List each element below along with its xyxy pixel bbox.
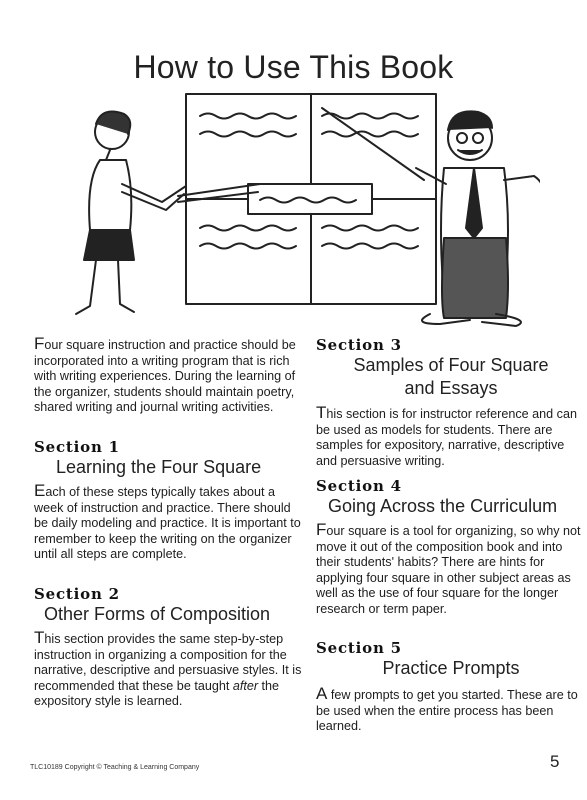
intro-block — [34, 336, 304, 416]
teachers-four-square-illustration — [60, 88, 540, 328]
section-1 — [34, 438, 304, 563]
section-3-label: Section 3 — [316, 336, 402, 354]
section-3 — [316, 336, 586, 469]
section-3-paragraph: This section is for instructor reference and can be used as models for students. There are samples for expository, narrative, descriptive and persuasive writing. — [316, 403, 577, 468]
section-4 — [316, 477, 586, 618]
section-3-title-line-2: and Essays — [404, 378, 498, 398]
copyright-footer: TLC10189 Copyright © Teaching & Learning Company — [30, 764, 200, 771]
section-5-label: Section 5 — [316, 639, 402, 657]
section-2-paragraph: This section provides the same step-by-step instruction in organizing a composition for the narrative, descriptive and persuasive styles. It is recommended that these be taught after the expository style is learned. — [34, 628, 302, 709]
section-2-label: Section 2 — [34, 585, 120, 603]
intro-paragraph: Four square instruction and practice should be incorporated into a writing program that is rich with writing experiences. During the learning of the organizer, students should maintain poetry, shared writing and journal writing activities. — [34, 334, 296, 415]
section-5 — [316, 639, 586, 735]
section-5-paragraph: A few prompts to get you started. These are to be used when the entire process has been learned. — [316, 684, 578, 734]
page-title: How to Use This Book — [133, 49, 454, 86]
section-1-title: Learning the Four Square — [56, 457, 262, 477]
section-2 — [34, 585, 304, 710]
section-1-label: Section 1 — [34, 438, 120, 456]
section-2-title: Other Forms of Composition — [44, 604, 271, 624]
section-5-title: Practice Prompts — [382, 658, 520, 678]
section-4-title: Going Across the Curriculum — [328, 496, 558, 516]
section-1-paragraph: Each of these steps typically takes about a week of instruction and practice. There should be daily modeling and practice. It is important to remember to keep the writing on the organizer until all steps are complete. — [34, 481, 301, 562]
section-4-paragraph: Four square is a tool for organizing, so why not move it out of the composition book and into their students' habits? There are hints for applying four square in other subject areas as well as the use of four square for the longer research or term paper. — [316, 520, 581, 616]
section-4-label: Section 4 — [316, 477, 402, 495]
intro-dropcap: F — [34, 334, 45, 353]
page-number: 5 — [550, 752, 560, 771]
section-3-title-line-1: Samples of Four Square — [353, 355, 549, 375]
